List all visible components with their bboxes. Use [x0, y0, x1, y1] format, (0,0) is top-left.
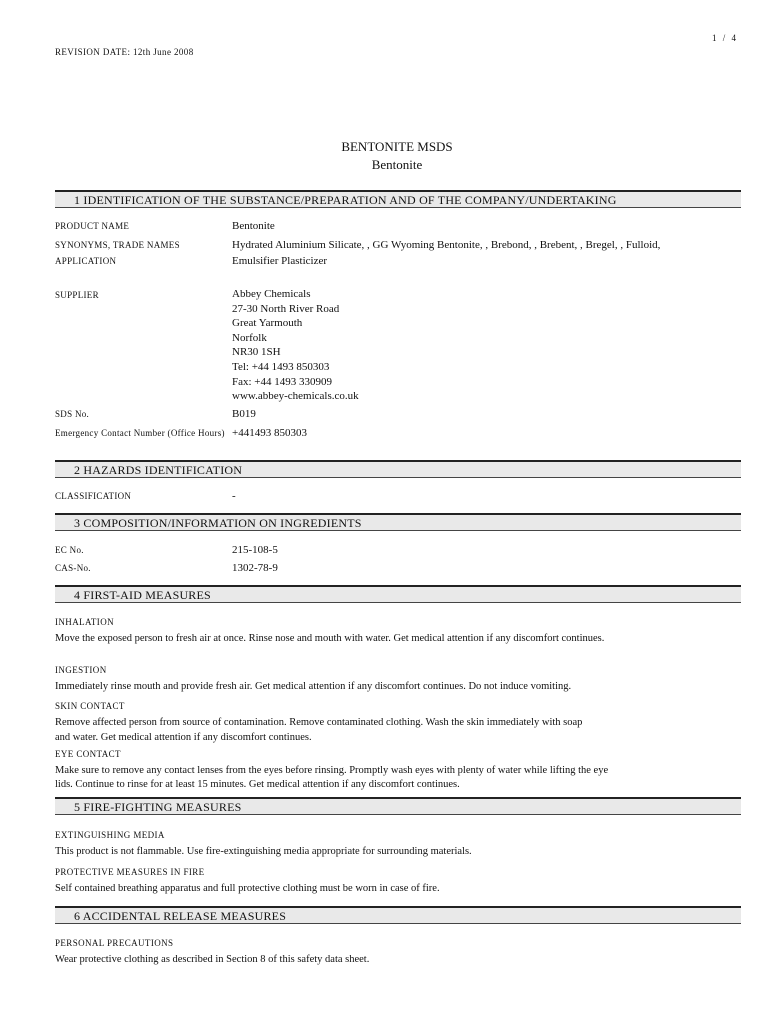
supplier-line: 27-30 North River Road [232, 302, 340, 315]
protective-measures-label: PROTECTIVE MEASURES IN FIRE [55, 867, 205, 877]
section-5-heading: 5 FIRE-FIGHTING MEASURES [55, 797, 741, 815]
supplier-line: Fax: +44 1493 330909 [232, 375, 333, 388]
section-2-heading: 2 HAZARDS IDENTIFICATION [55, 460, 741, 478]
cas-number-label: CAS-No. [55, 563, 91, 573]
supplier-label: SUPPLIER [55, 290, 99, 300]
cas-number-value: 1302-78-9 [232, 562, 278, 574]
personal-precautions-text: Wear protective clothing as described in Section 8 of this safety data sheet. [55, 954, 370, 965]
extinguishing-media-text: This product is not flammable. Use fire-extinguishing media appropriate for surrounding materials. [55, 846, 472, 857]
supplier-line: Abbey Chemicals [232, 288, 311, 300]
classification-label: CLASSIFICATION [55, 491, 132, 501]
ingestion-text: Immediately rinse mouth and provide fresh air. Get medical attention if any discomfort continues. Do not induce vomiting. [55, 681, 572, 692]
sds-number-value: B019 [232, 408, 256, 420]
eye-contact-text-line-1: Make sure to remove any contact lenses from the eyes before rinsing. Promptly wash eyes with plenty of water while lifting the eye [55, 765, 609, 776]
section-3-heading: 3 COMPOSITION/INFORMATION ON INGREDIENTS [55, 513, 741, 531]
application-label: APPLICATION [55, 256, 117, 266]
document-title: BENTONITE MSDS [341, 139, 453, 154]
product-name-label: PRODUCT NAME [55, 221, 130, 231]
extinguishing-media-label: EXTINGUISHING MEDIA [55, 830, 165, 840]
emergency-contact-value: +441493 850303 [232, 427, 307, 439]
skin-contact-label: SKIN CONTACT [55, 701, 125, 711]
eye-contact-text-line-2: lids. Continue to rinse for at least 15 minutes. Get medical attention if any discomfort continues. [55, 779, 460, 790]
ec-number-value: 215-108-5 [232, 544, 278, 556]
skin-contact-text-line-2: and water. Get medical attention if any discomfort continues. [55, 732, 312, 743]
supplier-line: Tel: +44 1493 850303 [232, 360, 330, 373]
ec-number-label: EC No. [55, 545, 84, 555]
inhalation-text: Move the exposed person to fresh air at once. Rinse nose and mouth with water. Get medical attention if any discomfort continues. [55, 633, 605, 644]
revision-date: REVISION DATE: 12th June 2008 [55, 47, 194, 57]
product-name-value: Bentonite [232, 220, 275, 232]
skin-contact-text-line-1: Remove affected person from source of contamination. Remove contaminated clothing. Wash the skin immediately with soap [55, 717, 583, 728]
personal-precautions-label: PERSONAL PRECAUTIONS [55, 938, 174, 948]
supplier-line[interactable]: www.abbey-chemicals.co.uk [232, 390, 359, 403]
section-4-heading: 4 FIRST-AID MEASURES [55, 585, 741, 603]
supplier-line: NR30 1SH [232, 346, 281, 359]
eye-contact-label: EYE CONTACT [55, 749, 121, 759]
application-value: Emulsifier Plasticizer [232, 255, 327, 267]
emergency-contact-label: Emergency Contact Number (Office Hours) [55, 428, 225, 438]
classification-value: - [232, 490, 236, 502]
ingestion-label: INGESTION [55, 665, 107, 675]
section-1-heading: 1 IDENTIFICATION OF THE SUBSTANCE/PREPARATION AND OF THE COMPANY/UNDERTAKING [55, 190, 741, 208]
supplier-line: Norfolk [232, 331, 267, 344]
section-6-heading: 6 ACCIDENTAL RELEASE MEASURES [55, 906, 741, 924]
page-number: 1 / 4 [712, 33, 739, 43]
document-subtitle: Bentonite [371, 157, 423, 172]
sds-number-label: SDS No. [55, 409, 90, 419]
protective-measures-text: Self contained breathing apparatus and full protective clothing must be worn in case of fire. [55, 883, 440, 894]
supplier-line: Great Yarmouth [232, 317, 303, 330]
synonyms-value: Hydrated Aluminium Silicate, , GG Wyoming Bentonite, , Brebond, , Brebent, , Bregel, , Fulloid, [232, 239, 661, 251]
supplier-address [232, 287, 359, 404]
synonyms-label: SYNONYMS, TRADE NAMES [55, 240, 180, 250]
inhalation-label: INHALATION [55, 617, 114, 627]
